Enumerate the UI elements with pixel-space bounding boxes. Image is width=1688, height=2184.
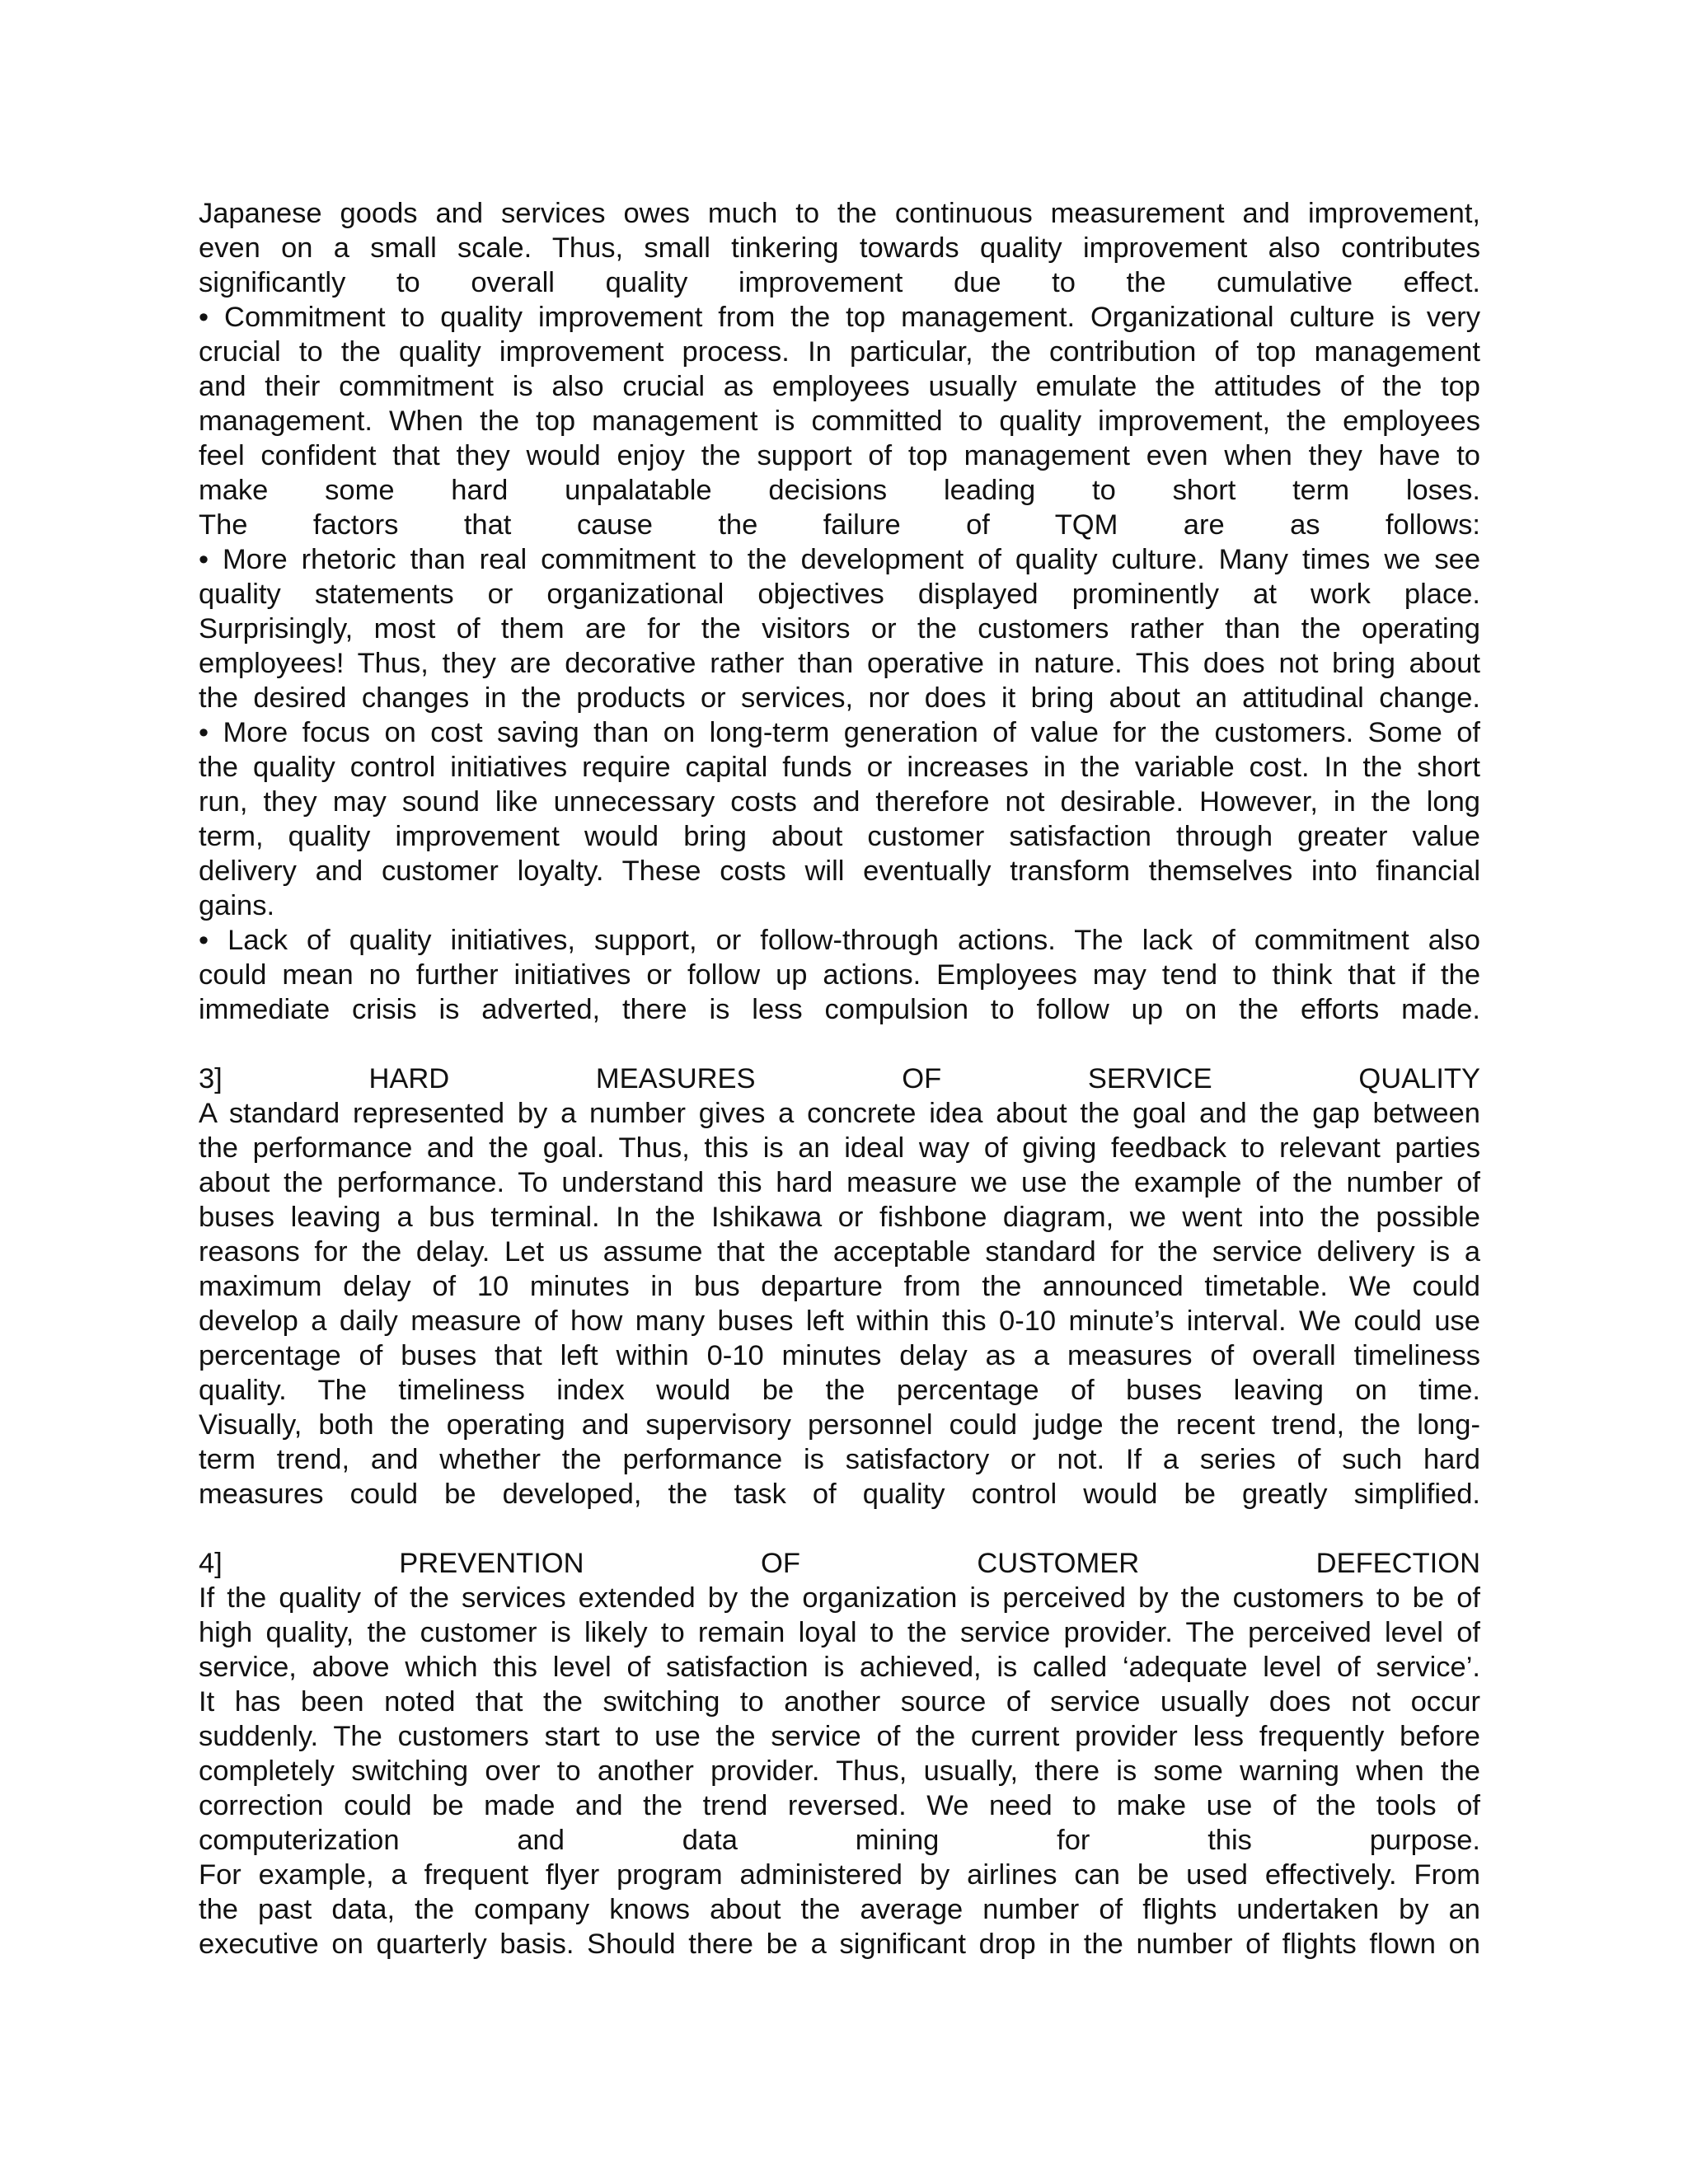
text-line: run, they may sound like unnecessary costs and therefore not desirable. However, in the long <box>199 786 1480 818</box>
text-line: management. When the top management is committed to quality improvement, the employees <box>199 405 1480 437</box>
text-line: suddenly. The customers start to use the service of the current provider less frequently before <box>199 1721 1480 1752</box>
text-line: delivery and customer loyalty. These costs will eventually transform themselves into financial <box>199 855 1480 887</box>
text-line: develop a daily measure of how many buses left within this 0-10 minute’s interval. We could use <box>199 1305 1480 1337</box>
text-line: measures could be developed, the task of quality control would be greatly simplified. <box>199 1479 1480 1510</box>
text-line: Visually, both the operating and supervisory personnel could judge the recent trend, the long- <box>199 1409 1480 1441</box>
text-line: buses leaving a bus terminal. In the Ishikawa or fishbone diagram, we went into the possible <box>199 1202 1480 1233</box>
text-line: the past data, the company knows about the average number of flights undertaken by an <box>199 1894 1480 1925</box>
text-line: executive on quarterly basis. Should there be a significant drop in the number of flights flown on <box>199 1929 1480 1960</box>
body-text <box>199 196 1480 1961</box>
text-line: It has been noted that the switching to another source of service usually does not occur <box>199 1686 1480 1718</box>
text-line: 4] PREVENTION OF CUSTOMER DEFECTION <box>199 1548 1480 1579</box>
text-line: service, above which this level of satisfaction is achieved, is called ‘adequate level of service’. <box>199 1652 1480 1683</box>
text-line: correction could be made and the trend reversed. We need to make use of the tools of <box>199 1790 1480 1821</box>
text-line: the performance and the goal. Thus, this is an ideal way of giving feedback to relevant parties <box>199 1132 1480 1164</box>
text-line: term, quality improvement would bring about customer satisfaction through greater value <box>199 821 1480 852</box>
text-line: completely switching over to another provider. Thus, usually, there is some warning when the <box>199 1755 1480 1787</box>
text-line: term trend, and whether the performance is satisfactory or not. If a series of such hard <box>199 1444 1480 1475</box>
text-line: quality statements or organizational objectives displayed prominently at work place. <box>199 579 1480 610</box>
text-line: crucial to the quality improvement process. In particular, the contribution of top management <box>199 336 1480 368</box>
text-line: reasons for the delay. Let us assume that the acceptable standard for the service delivery is a <box>199 1236 1480 1268</box>
text-line: Surprisingly, most of them are for the visitors or the customers rather than the operating <box>199 613 1480 644</box>
text-line: If the quality of the services extended by the organization is perceived by the customers to be of <box>199 1582 1480 1614</box>
text-line: • More focus on cost saving than on long-term generation of value for the customers. Some of <box>199 717 1480 748</box>
text-line: employees! Thus, they are decorative rather than operative in nature. This does not bring about <box>199 648 1480 679</box>
text-line: Japanese goods and services owes much to the continuous measurement and improvement, <box>199 198 1480 229</box>
text-line: • Lack of quality initiatives, support, or follow-through actions. The lack of commitment also <box>199 925 1480 956</box>
text-line: the quality control initiatives require capital funds or increases in the variable cost. In the short <box>199 752 1480 783</box>
text-line: • Commitment to quality improvement from the top management. Organizational culture is very <box>199 302 1480 333</box>
paragraph-break <box>199 1027 1480 1062</box>
text-line: immediate crisis is adverted, there is less compulsion to follow up on the efforts made. <box>199 994 1480 1025</box>
text-line: and their commitment is also crucial as employees usually emulate the attitudes of the top <box>199 371 1480 402</box>
text-line: 3] HARD MEASURES OF SERVICE QUALITY <box>199 1063 1480 1094</box>
text-line: The factors that cause the failure of TQM are as follows: <box>199 509 1480 541</box>
text-line: quality. The timeliness index would be the percentage of buses leaving on time. <box>199 1375 1480 1406</box>
text-line: high quality, the customer is likely to remain loyal to the service provider. The perceived level of <box>199 1617 1480 1648</box>
text-line: even on a small scale. Thus, small tinkering towards quality improvement also contributes <box>199 232 1480 264</box>
text-line: could mean no further initiatives or follow up actions. Employees may tend to think that if the <box>199 959 1480 991</box>
text-line: For example, a frequent flyer program administered by airlines can be used effectively. From <box>199 1859 1480 1891</box>
text-line: gains. <box>199 890 275 921</box>
text-line: A standard represented by a number gives a concrete idea about the goal and the gap between <box>199 1098 1480 1129</box>
text-line: make some hard unpalatable decisions leading to short term loses. <box>199 475 1480 506</box>
paragraph-break <box>199 1511 1480 1546</box>
text-line: computerization and data mining for this purpose. <box>199 1825 1480 1856</box>
text-line: significantly to overall quality improvement due to the cumulative effect. <box>199 267 1480 298</box>
text-line: percentage of buses that left within 0-10 minutes delay as a measures of overall timeliness <box>199 1340 1480 1371</box>
text-line: feel confident that they would enjoy the support of top management even when they have to <box>199 440 1480 471</box>
text-line: the desired changes in the products or services, nor does it bring about an attitudinal change. <box>199 682 1480 714</box>
text-line: • More rhetoric than real commitment to the development of quality culture. Many times we see <box>199 544 1480 575</box>
text-line: maximum delay of 10 minutes in bus departure from the announced timetable. We could <box>199 1271 1480 1302</box>
text-line: about the performance. To understand this hard measure we use the example of the number of <box>199 1167 1480 1198</box>
